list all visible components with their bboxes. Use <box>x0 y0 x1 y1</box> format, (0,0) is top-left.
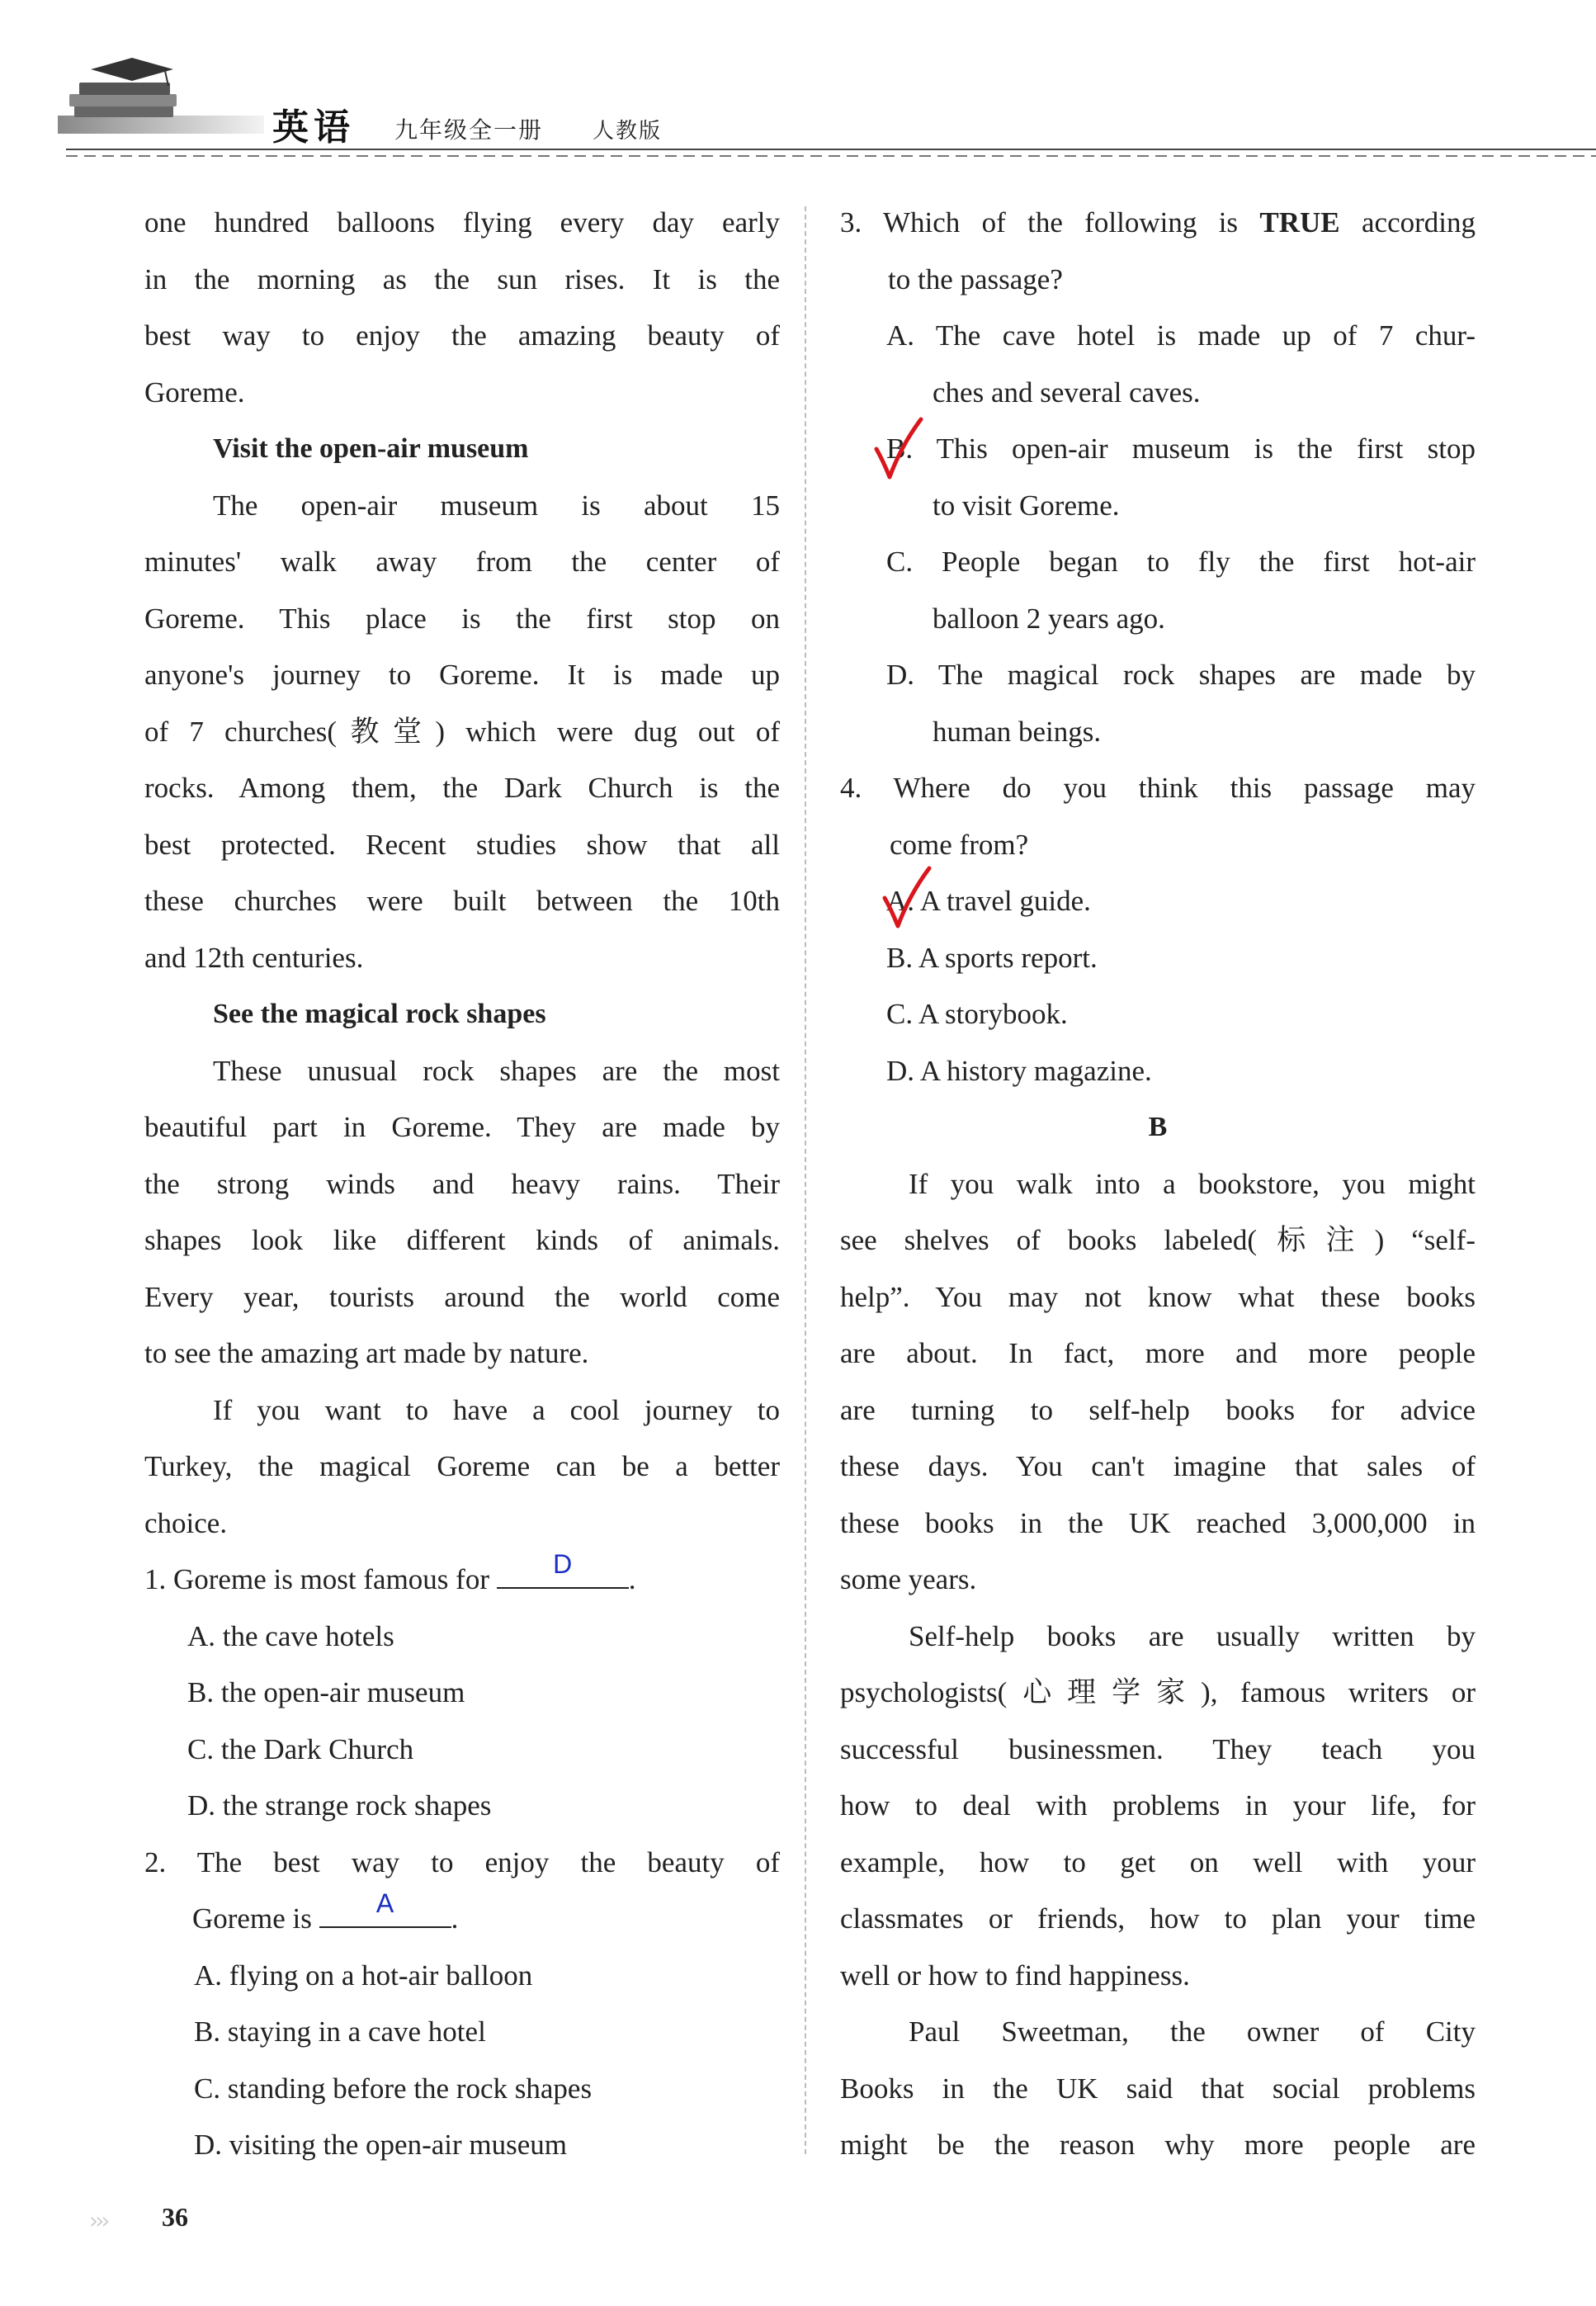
option-cont: to visit Goreme. <box>933 489 1120 522</box>
text-line: anyone's journey to Goreme. It is made up <box>144 659 780 691</box>
handwritten-answer: A <box>375 1888 394 1918</box>
question-4-line1: 4. Where do you think this passage may <box>840 772 1476 804</box>
column-divider <box>805 206 806 2154</box>
question-stem: 3. Which of the following is <box>840 206 1260 239</box>
text-line: the strong winds and heavy rains. Their <box>144 1167 780 1200</box>
text-line: are about. In fact, more and more people <box>840 1337 1476 1369</box>
chevrons-icon: ››› <box>89 2207 107 2234</box>
text-line: psychologists(心理学家), famous writers or <box>840 1676 1476 1708</box>
text-line: well or how to find happiness. <box>840 1959 1190 1992</box>
option-cont: ches and several caves. <box>933 376 1201 409</box>
question-stem: 1. Goreme is most famous for <box>144 1563 489 1595</box>
paragraph-balloons <box>144 195 780 421</box>
text-line: If you want to have a cool journey to <box>213 1393 780 1426</box>
text-line: best way to enjoy the amazing beauty of <box>144 319 780 352</box>
question-stem: according <box>1339 206 1476 239</box>
option: A. A travel guide. <box>886 885 1091 917</box>
paragraph-paul-sweetman <box>840 2004 1476 2174</box>
check-mark-icon <box>873 416 924 482</box>
text-line: these churches were built between the 10th <box>144 885 780 917</box>
text-line: Every year, tourists around the world come <box>144 1280 780 1313</box>
question-stem: Goreme is <box>192 1902 312 1935</box>
page-header <box>0 0 1596 165</box>
text-line: If you walk into a bookstore, you might <box>909 1167 1476 1200</box>
option: B. A sports report. <box>886 941 1098 974</box>
option: A. flying on a hot-air balloon <box>194 1959 533 1992</box>
text-line: these books in the UK reached 3,000,000 in <box>840 1506 1476 1539</box>
text-line: Paul Sweetman, the owner of City <box>909 2015 1476 2048</box>
text-line: some years. <box>840 1563 977 1595</box>
text-line: see shelves of books labeled(标注) “self- <box>840 1224 1476 1256</box>
paragraph-conclusion <box>144 1382 780 1552</box>
grade-label: 九年级全一册 <box>394 118 544 144</box>
option: D. the strange rock shapes <box>187 1789 492 1822</box>
question-4-line2: come from? <box>890 828 1029 861</box>
paragraph-museum <box>144 478 780 987</box>
option: A. The cave hotel is made up of 7 chur- <box>886 319 1476 352</box>
page-number: 36 <box>162 2202 188 2232</box>
heading-rock-shapes: See the magical rock shapes <box>213 999 546 1029</box>
text-line: classmates or friends, how to plan your time <box>840 1902 1476 1935</box>
question-3-line2: to the passage? <box>888 262 1063 295</box>
answer-blank[interactable] <box>319 1888 451 1928</box>
text-line: how to deal with problems in your life, for <box>840 1789 1476 1822</box>
option: A. the cave hotels <box>187 1619 394 1652</box>
option: C. the Dark Church <box>187 1732 414 1765</box>
option: D. A history magazine. <box>886 1054 1152 1087</box>
text-line: Turkey, the magical Goreme can be a better <box>144 1450 780 1482</box>
text-line: of 7 churches(教堂) which were dug out of <box>144 715 780 748</box>
books-cap-icon <box>58 58 264 149</box>
text-line: The open-air museum is about 15 <box>213 489 780 522</box>
option-cont: balloon 2 years ago. <box>933 602 1165 635</box>
handwritten-answer: D <box>553 1549 573 1579</box>
edition-label: 人教版 <box>593 119 663 143</box>
text-line: Goreme. This place is the first stop on <box>144 602 780 635</box>
text-line: Books in the UK said that social problems <box>840 2072 1476 2105</box>
left-column <box>144 195 780 2174</box>
option-cont: human beings. <box>933 715 1102 748</box>
section-b-heading: B <box>1148 1112 1168 1142</box>
text-line: are turning to self-help books for advice <box>840 1393 1476 1426</box>
paragraph-self-help-intro <box>840 1156 1476 1609</box>
punctuation: . <box>628 1563 636 1595</box>
option: D. visiting the open-air museum <box>194 2129 568 2161</box>
punctuation: . <box>451 1902 459 1935</box>
question-2-line1: 2. The best way to enjoy the beauty of <box>144 1845 780 1878</box>
subject-title: 英语 <box>272 107 355 148</box>
text-line: shapes look like different kinds of animals. <box>144 1224 780 1256</box>
text-line: might be the reason why more people are <box>840 2129 1476 2161</box>
text-line: Goreme. <box>144 376 245 409</box>
option: B. This open-air museum is the first stop <box>886 432 1476 465</box>
right-column <box>840 195 1476 2174</box>
text-line: successful businessmen. They teach you <box>840 1732 1476 1765</box>
check-mark-icon <box>881 865 933 931</box>
text-line: Self-help books are usually written by <box>909 1619 1476 1652</box>
question-2-line2 <box>144 1888 780 1948</box>
text-line: minutes' walk away from the center of <box>144 546 780 578</box>
heading-open-air-museum: Visit the open-air museum <box>213 433 529 464</box>
question-3-line1 <box>840 195 1476 252</box>
paragraph-self-help-authors <box>840 1609 1476 2005</box>
emphasis-true: TRUE <box>1259 206 1340 239</box>
text-line: in the morning as the sun rises. It is the <box>144 262 780 295</box>
header-rule <box>0 147 1596 158</box>
text-line: These unusual rock shapes are the most <box>213 1054 780 1087</box>
text-line: best protected. Recent studies show that all <box>144 828 780 861</box>
text-line: example, how to get on well with your <box>840 1845 1476 1878</box>
option: B. staying in a cave hotel <box>194 2015 486 2048</box>
text-line: one hundred balloons flying every day early <box>144 206 780 239</box>
option: D. The magical rock shapes are made by <box>886 659 1476 691</box>
text-line: help”. You may not know what these books <box>840 1280 1476 1313</box>
paragraph-rock-shapes <box>144 1043 780 1382</box>
text-line: beautiful part in Goreme. They are made by <box>144 1111 780 1143</box>
option: C. People began to fly the first hot-air <box>886 546 1476 578</box>
option: B. the open-air museum <box>187 1676 465 1708</box>
text-line: to see the amazing art made by nature. <box>144 1337 589 1369</box>
answer-blank[interactable] <box>497 1549 629 1589</box>
text-line: and 12th centuries. <box>144 941 364 974</box>
text-line: rocks. Among them, the Dark Church is the <box>144 772 780 804</box>
text-line: choice. <box>144 1506 228 1539</box>
option: C. A storybook. <box>886 998 1068 1030</box>
option: C. standing before the rock shapes <box>194 2072 593 2105</box>
question-1 <box>144 1549 780 1609</box>
text-line: these days. You can't imagine that sales of <box>840 1450 1476 1482</box>
